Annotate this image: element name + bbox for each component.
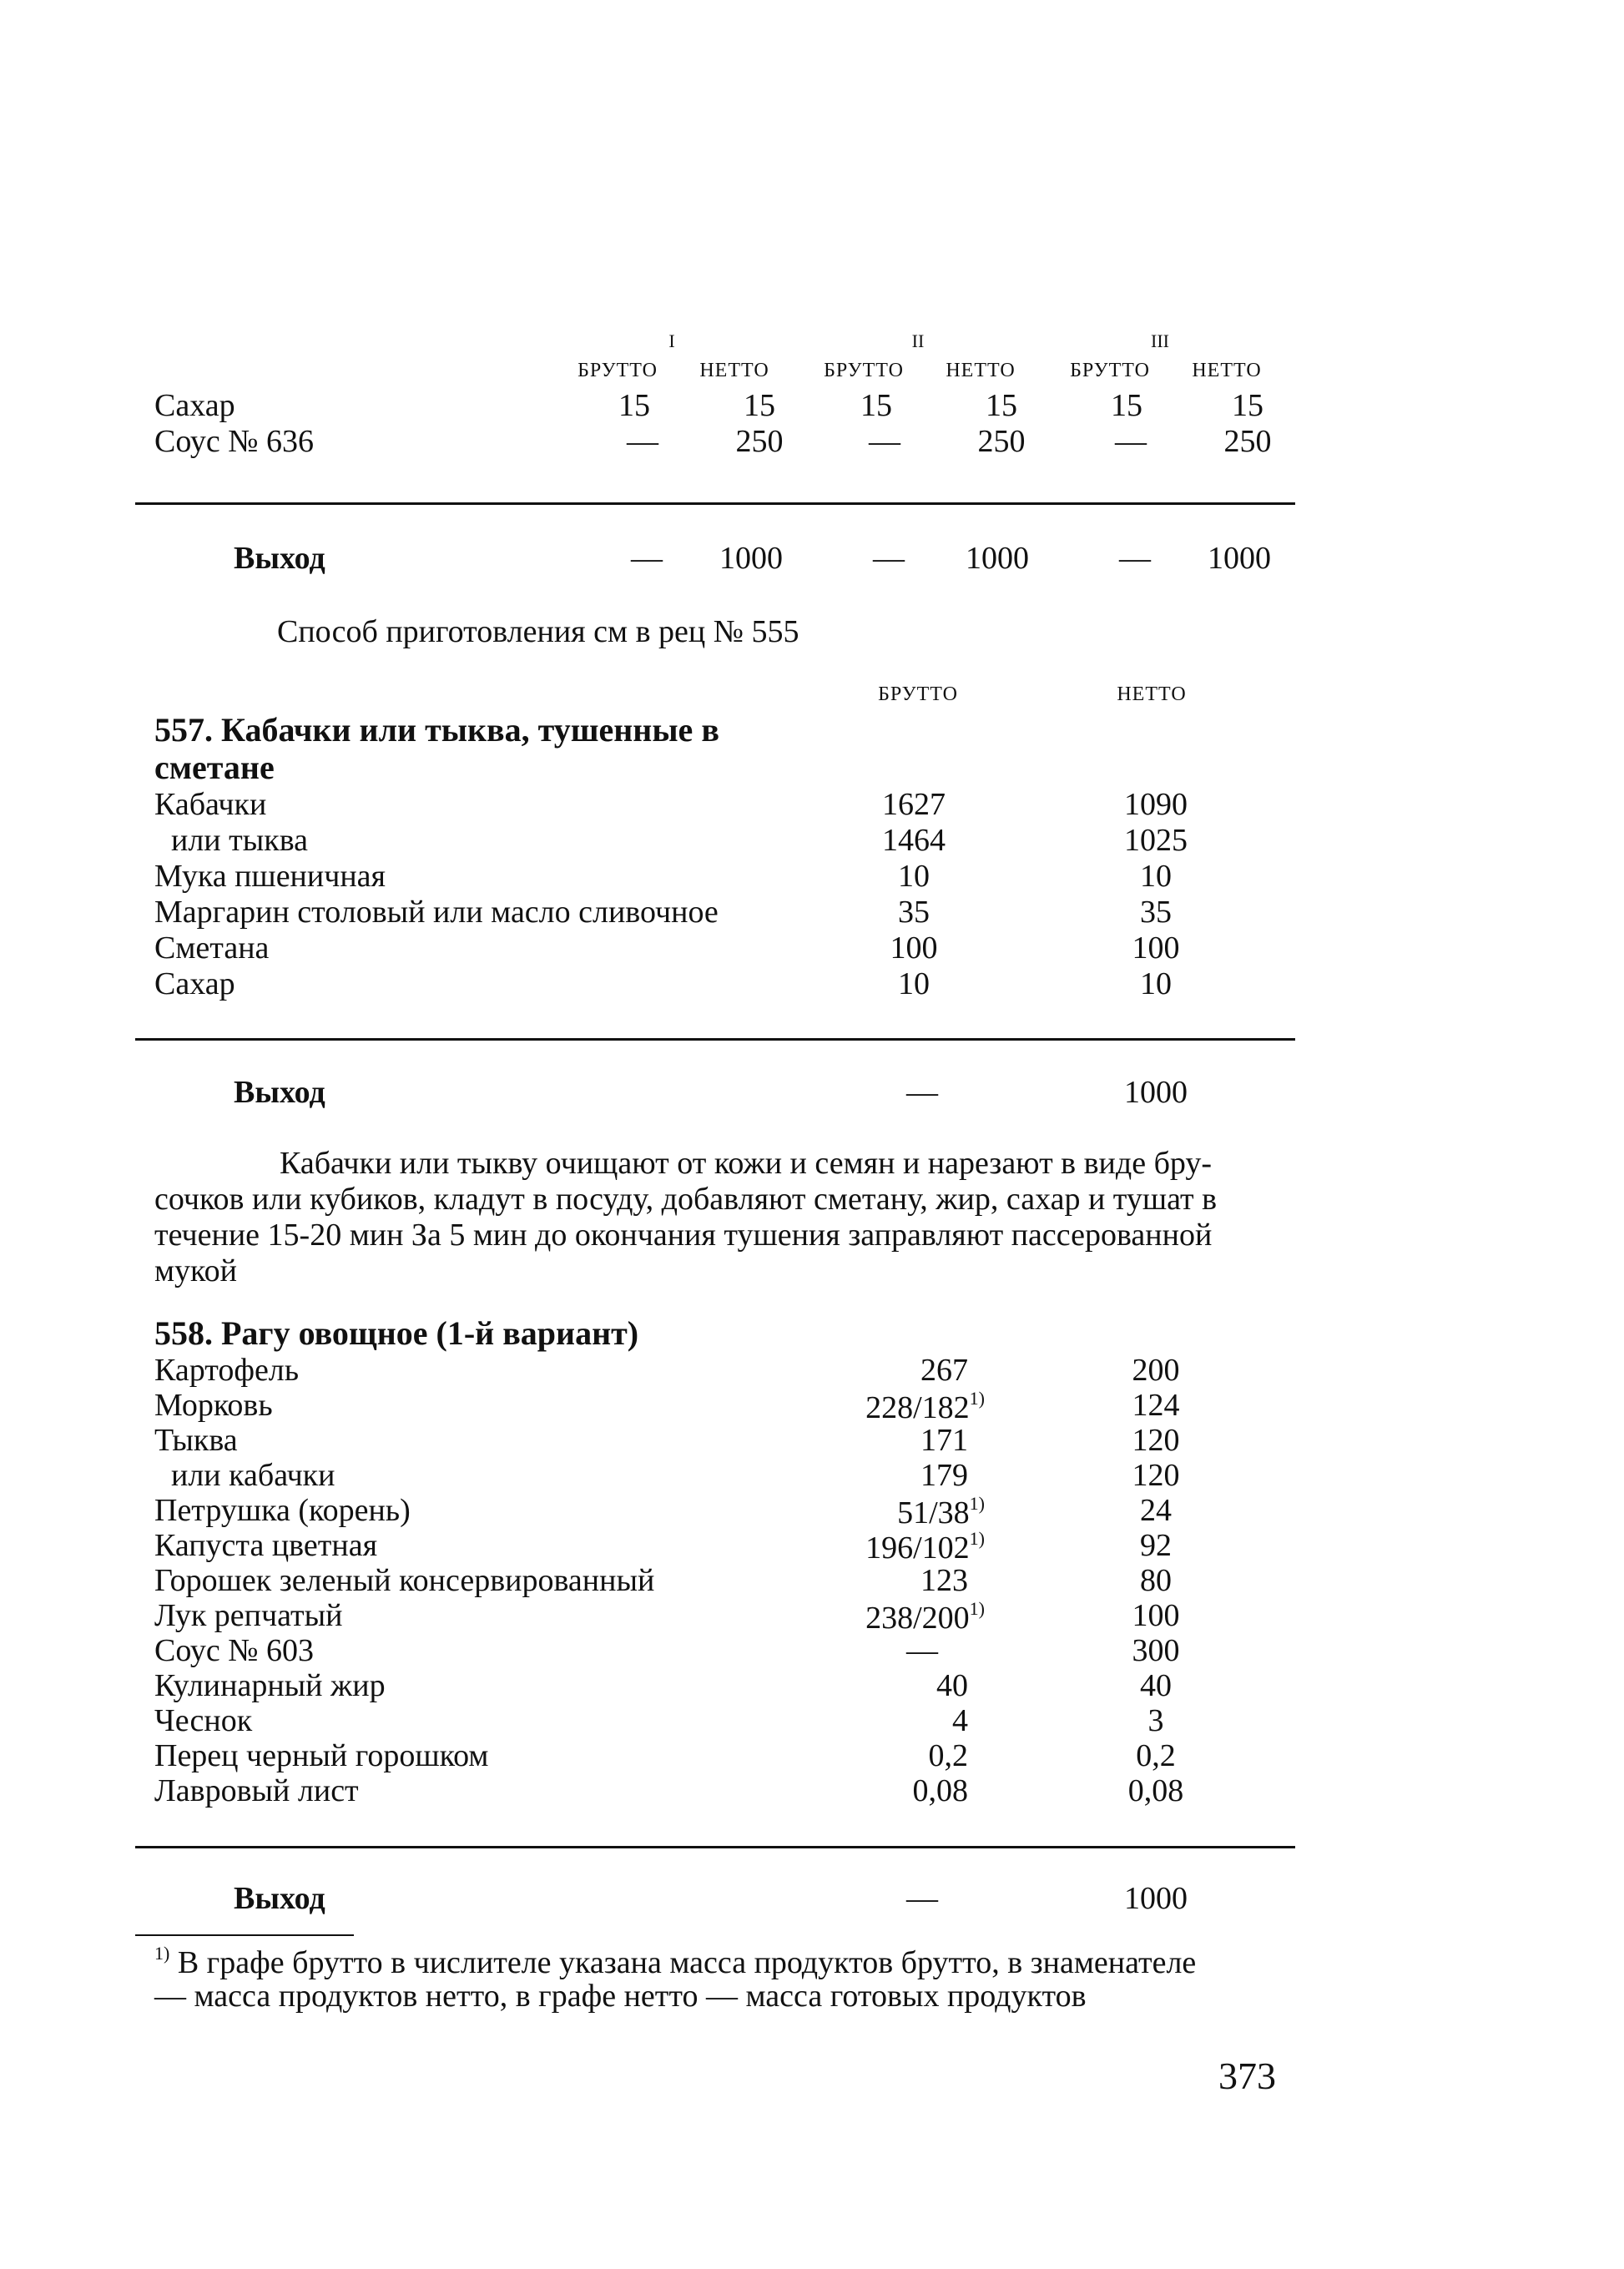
netto-value: 40 [1140, 1668, 1172, 1703]
netto-value: 1025 [1124, 823, 1188, 858]
ingredient-name: Морковь [154, 1388, 273, 1423]
yield-brutto: — [906, 1881, 938, 1916]
col-header-netto-2: НЕТТО [946, 360, 1016, 381]
brutto-value: 228/182$^{1)}$ [865, 1388, 985, 1425]
brutto-value: 171 [920, 1423, 968, 1458]
ingredient-name: Кабачки [154, 787, 267, 822]
brutto-value: 1627 [882, 787, 946, 822]
brutto-value: 238/200$^{1)}$ [865, 1598, 985, 1636]
brutto-value: 10 [898, 966, 930, 1001]
netto-value: 200 [1132, 1353, 1180, 1388]
col-header-brutto-2: БРУТТО [824, 360, 904, 381]
brutto-value: — [906, 1633, 938, 1668]
netto-value: 100 [1132, 930, 1180, 966]
cell-value: — [627, 424, 658, 459]
col-header-netto-1: НЕТТО [699, 360, 769, 381]
variant-header-2: II [911, 330, 925, 351]
netto-value: 0,08 [1127, 1773, 1184, 1808]
brutto-value: 123 [920, 1563, 968, 1598]
ingredient-name: Соус № 603 [154, 1633, 315, 1668]
brutto-value: 51/38$^{1)}$ [897, 1493, 985, 1530]
ingredient-name: Мука пшеничная [154, 859, 386, 894]
yield-label: Выход [234, 1881, 325, 1916]
cell-value: 15 [618, 388, 650, 423]
cell-value: 250 [977, 424, 1026, 459]
ingredient-name: Лавровый лист [154, 1773, 359, 1808]
ingredient-name: Чеснок [154, 1703, 253, 1738]
ingredient-name: Петрушка (корень) [154, 1493, 411, 1528]
col-header-brutto-3: БРУТТО [1070, 360, 1150, 381]
yield-value: — [631, 541, 663, 576]
ingredient-name: Перец черный горошком [154, 1738, 489, 1773]
variant-header-3: III [1151, 330, 1169, 351]
method-text-line: мукой [154, 1253, 237, 1288]
netto-value: 120 [1132, 1458, 1180, 1493]
footnote-line: — масса продуктов нетто, в графе нетто — масса готовых продуктов [154, 1979, 1087, 2014]
brutto-value: 4 [952, 1703, 968, 1738]
yield-brutto: — [906, 1075, 938, 1110]
col-header-brutto-1: БРУТТО [577, 360, 658, 381]
netto-value: 92 [1140, 1528, 1172, 1563]
brutto-value: 196/102$^{1)}$ [865, 1528, 985, 1566]
footnote-ref: 1) [969, 1388, 985, 1409]
ingredient-name: Тыква [154, 1423, 238, 1458]
method-text-line: Кабачки или тыкву очищают от кожи и семян и нарезают в виде бру- [280, 1146, 1213, 1181]
ingredient-name: или кабачки [171, 1458, 335, 1493]
recipe-title-cont: сметане [154, 749, 275, 786]
netto-value: 124 [1132, 1388, 1180, 1423]
ingredient-name: Горошек зеленый консервированный [154, 1563, 655, 1598]
netto-value: 80 [1140, 1563, 1172, 1598]
recipe-title: 557. Кабачки или тыква, тушенные в [154, 711, 719, 749]
footnote-mark: 1) [154, 1943, 170, 1964]
row-label: Сахар [154, 388, 235, 423]
netto-value: 1090 [1124, 787, 1188, 822]
yield-netto: 1000 [1124, 1075, 1188, 1110]
footnote-line: $^{1)}$ В графе брутто в числителе указана масса продуктов брутто, в знаменателе [154, 1943, 1197, 1980]
yield-value: — [1119, 541, 1151, 576]
netto-value: 24 [1140, 1493, 1172, 1528]
brutto-value: 40 [936, 1668, 968, 1703]
method-text-line: сочков или кубиков, кладут в посуду, добавляют сметану, жир, сахар и тушат в [154, 1182, 1218, 1217]
cell-value: 250 [735, 424, 784, 459]
cell-value: 15 [744, 388, 775, 423]
brutto-value: 10 [898, 859, 930, 894]
brutto-value: 0,08 [912, 1773, 968, 1808]
ingredient-name: Картофель [154, 1353, 300, 1388]
brutto-value: 35 [898, 895, 930, 930]
divider [135, 1038, 1295, 1041]
ingredient-name: Сахар [154, 966, 235, 1001]
divider [135, 502, 1295, 505]
netto-value: 10 [1140, 859, 1172, 894]
row-label: Соус № 636 [154, 424, 315, 459]
preparation-note: Способ приготовления см в рец № 555 [277, 614, 799, 649]
ingredient-name: или тыква [171, 823, 309, 858]
ingredient-name: Маргарин столовый или масло сливочное [154, 895, 719, 930]
brutto-value: 267 [920, 1353, 968, 1388]
footnote-rule [135, 1934, 354, 1936]
yield-value: 1000 [719, 541, 783, 576]
netto-value: 35 [1140, 895, 1172, 930]
method-text-line: течение 15-20 мин За 5 мин до окончания тушения заправляют пассерованной [154, 1218, 1213, 1253]
col-header-netto: НЕТТО [1117, 683, 1187, 705]
footnote-ref: 1) [969, 1598, 985, 1619]
divider [135, 1846, 1295, 1848]
cell-value: 250 [1223, 424, 1272, 459]
cell-value: 15 [1232, 388, 1263, 423]
footnote-ref: 1) [969, 1493, 985, 1514]
page-number: 373 [1218, 2055, 1276, 2097]
ingredient-name: Кулинарный жир [154, 1668, 386, 1703]
brutto-value: 0,2 [928, 1738, 968, 1773]
cell-value: — [1115, 424, 1147, 459]
cell-value: — [869, 424, 900, 459]
yield-value: 1000 [1208, 541, 1271, 576]
brutto-value: 100 [890, 930, 938, 966]
cell-value: 15 [860, 388, 892, 423]
netto-value: 300 [1132, 1633, 1180, 1668]
footnote-ref: 1) [969, 1528, 985, 1549]
col-header-netto-3: НЕТТО [1192, 360, 1262, 381]
recipe-title: 558. Рагу овощное (1-й вариант) [154, 1314, 639, 1352]
ingredient-name: Лук репчатый [154, 1598, 343, 1633]
brutto-value: 179 [920, 1458, 968, 1493]
netto-value: 120 [1132, 1423, 1180, 1458]
yield-label: Выход [234, 541, 325, 576]
ingredient-name: Сметана [154, 930, 270, 966]
cell-value: 15 [1111, 388, 1142, 423]
yield-label: Выход [234, 1075, 325, 1110]
ingredient-name: Капуста цветная [154, 1528, 378, 1563]
yield-value: — [873, 541, 905, 576]
netto-value: 100 [1132, 1598, 1180, 1633]
netto-value: 0,2 [1136, 1738, 1176, 1773]
netto-value: 3 [1147, 1703, 1164, 1738]
cell-value: 15 [986, 388, 1017, 423]
yield-netto: 1000 [1124, 1881, 1188, 1916]
brutto-value: 1464 [882, 823, 946, 858]
variant-header-1: I [668, 330, 675, 351]
col-header-brutto: БРУТТО [878, 683, 958, 705]
netto-value: 10 [1140, 966, 1172, 1001]
yield-value: 1000 [966, 541, 1029, 576]
